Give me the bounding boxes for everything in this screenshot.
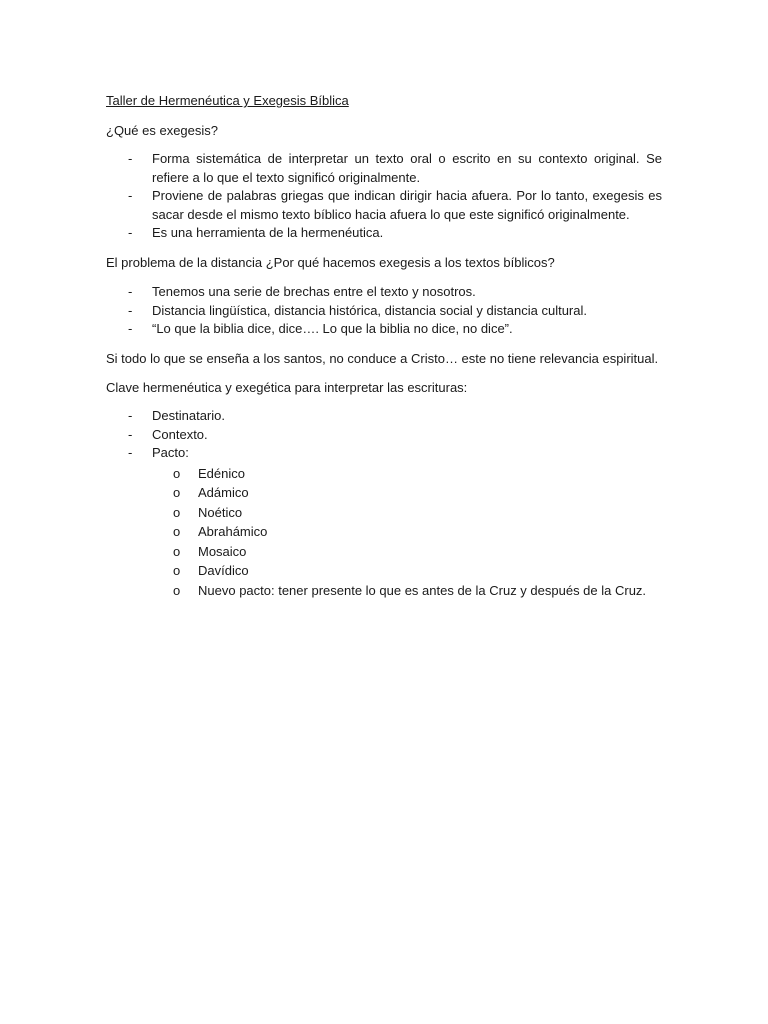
- list-item: [152, 464, 662, 484]
- list-item: [152, 483, 662, 503]
- dash-marker: -: [128, 188, 133, 203]
- list-item: [106, 150, 662, 187]
- circle-marker: o: [173, 543, 181, 559]
- circle-marker: o: [173, 583, 181, 599]
- dash-marker: -: [128, 284, 133, 299]
- circle-marker: o: [173, 465, 181, 481]
- list-item-text: Abrahámico: [198, 524, 268, 540]
- list-item-text: Contexto.: [152, 426, 208, 442]
- list-item-text: Davídico: [198, 563, 249, 579]
- circle-marker: o: [173, 485, 181, 501]
- list-item: [152, 581, 662, 601]
- dash-marker: -: [128, 302, 133, 318]
- list-item-text: Distancia lingüística, distancia histórica, distancia social y distancia cultural.: [152, 302, 587, 318]
- dash-marker: -: [128, 321, 133, 336]
- list-item-text: Destinatario.: [152, 408, 225, 423]
- list-item-text: Edénico: [198, 465, 245, 481]
- list-item: [106, 444, 662, 601]
- list-item-text: Nuevo pacto: tener presente lo que es antes de la Cruz y después de la Cruz.: [198, 583, 647, 599]
- list-item: [106, 283, 662, 302]
- keys-list: [106, 407, 662, 601]
- list-item: [106, 407, 662, 426]
- list-item: [152, 503, 662, 523]
- list-item-text: “Lo que la biblia dice, dice…. Lo que la biblia no dice, no dice”.: [152, 321, 513, 336]
- list-item: [106, 187, 662, 224]
- list-item-text: Adámico: [198, 485, 249, 501]
- dash-marker: -: [128, 426, 133, 442]
- list-item-text: Tenemos una serie de brechas entre el texto y nosotros.: [152, 284, 476, 299]
- circle-marker: o: [173, 504, 181, 520]
- dash-marker: -: [128, 225, 133, 240]
- section-heading-keys: Clave hermenéutica y exegética para interpretar las escrituras:: [106, 380, 468, 395]
- list-item: [106, 426, 662, 445]
- circle-marker: o: [173, 563, 181, 579]
- statement-paragraph: Si todo lo que se enseña a los santos, no conduce a Cristo… este no tiene relevancia espiritual.: [106, 351, 659, 366]
- list-item: [152, 522, 662, 542]
- document-title: Taller de Hermenéutica y Exegesis Bíblica: [106, 93, 349, 108]
- question-heading: ¿Qué es exegesis?: [106, 123, 219, 138]
- list-item: [106, 224, 662, 243]
- list-item-text: Forma sistemática de interpretar un texto oral o escrito en su contexto original. Se refiere a lo que el texto significó originalmente.: [152, 151, 662, 185]
- list-item: [152, 561, 662, 581]
- dash-marker: -: [128, 408, 133, 423]
- dash-marker: -: [128, 445, 133, 460]
- dash-marker: -: [128, 151, 133, 166]
- list-item-text: Pacto:: [152, 445, 189, 460]
- definition-list: [106, 150, 662, 243]
- list-item-text: Mosaico: [198, 543, 247, 559]
- distance-list: [106, 283, 662, 339]
- circle-marker: o: [173, 524, 181, 540]
- list-item: [152, 542, 662, 562]
- list-item-text: Proviene de palabras griegas que indican dirigir hacia afuera. Por lo tanto, exegesis es sacar desde el mismo texto bíblico hacia afuera lo que este significó originalmente.: [152, 188, 662, 222]
- list-item: [106, 302, 662, 321]
- pacto-list: [152, 464, 662, 601]
- list-item: [106, 320, 662, 339]
- section-heading-distance: El problema de la distancia ¿Por qué hacemos exegesis a los textos bíblicos?: [106, 255, 555, 270]
- list-item-text: Es una herramienta de la hermenéutica.: [152, 225, 384, 240]
- list-item-text: Noético: [198, 504, 243, 520]
